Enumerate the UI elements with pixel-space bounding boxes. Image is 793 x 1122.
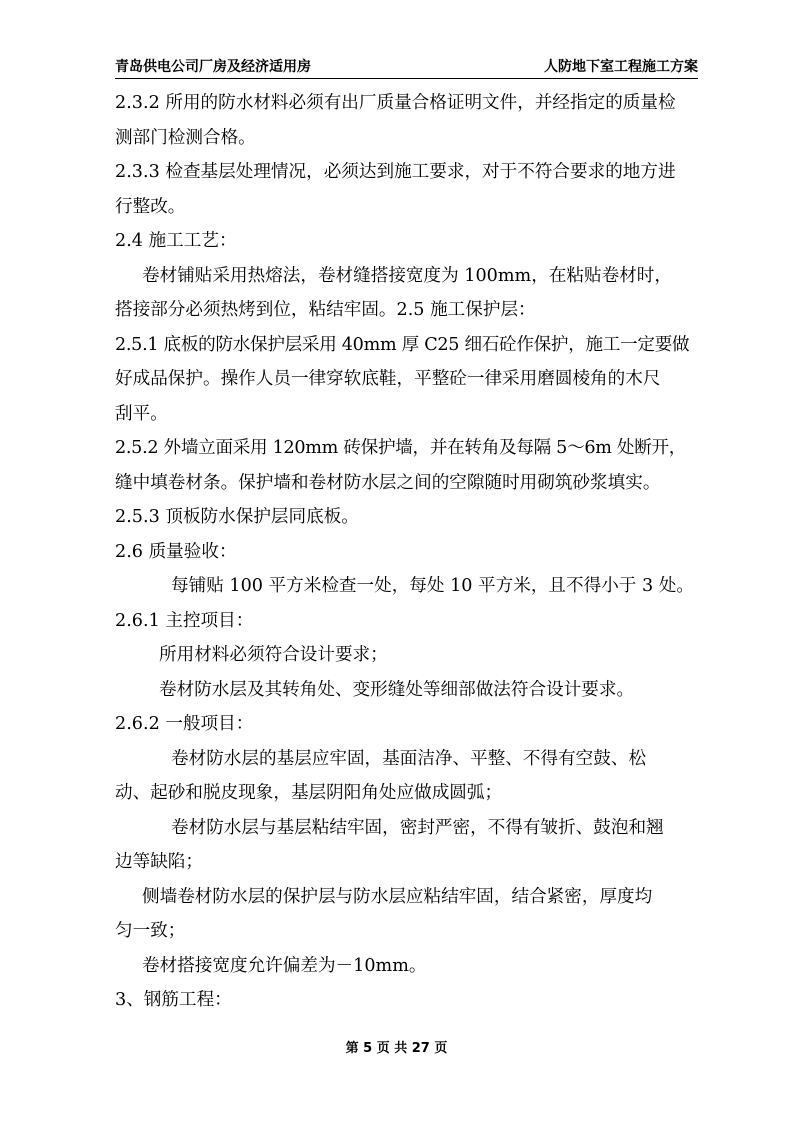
clause-2-3-2-line-2: 测部门检测合格。 (115, 127, 256, 148)
section-3-heading: 3、钢筋工程： (115, 990, 232, 1010)
header-document-title: 人防地下室工程施工方案 (544, 59, 698, 75)
main-item-materials: 所用材料必须符合设计要求； (159, 645, 388, 665)
document-body (115, 86, 698, 1018)
clause-2-5-2-line-1: 2.5.2 外墙立面采用 120mm 砖保护墙，并在转角及每隔 5～6m 处断开， (115, 438, 687, 458)
clause-2-3-2-line-1: 2.3.2 所用的防水材料必须有出厂质量合格证明文件，并经指定的质量检 (115, 93, 676, 113)
clause-2-5-2-line-2: 缝中填卷材条。保护墙和卷材防水层之间的空隙随时用砌筑砂浆填实。 (115, 472, 661, 493)
clause-2-5-1-line-1: 2.5.1 底板的防水保护层采用 40mm 厚 C25 细石砼作保护，施工一定要做 (115, 334, 690, 355)
general-item-sidewall-line-2: 匀一致； (115, 921, 186, 941)
section-2-6-1-heading: 2.6.1 主控项目： (115, 610, 254, 631)
construction-process-line-1: 卷材铺贴采用热熔法，卷材缝搭接宽度为 100mm，在粘贴卷材时， (142, 265, 672, 286)
clause-2-3-3-line-1: 2.3.3 检查基层处理情况，必须达到施工要求，对于不符合要求的地方进 (115, 162, 676, 182)
general-item-overlap-tolerance: 卷材搭接宽度允许偏差为－10mm。 (142, 955, 427, 976)
inspection-frequency: 每铺贴 100 平方米检查一处，每处 10 平方米，且不得小于 3 处。 (171, 576, 694, 596)
clause-2-5-1-line-3: 刮平。 (115, 403, 168, 424)
general-item-bonding-line-2: 边等缺陷； (115, 852, 203, 872)
page-header (115, 56, 698, 79)
section-2-6-2-heading: 2.6.2 一般项目： (115, 714, 254, 734)
clause-2-5-1-line-2: 好成品保护。操作人员一律穿软底鞋，平整砼一律采用磨圆棱角的木尺 (115, 369, 661, 389)
general-item-base-line-1: 卷材防水层的基层应牢固，基面洁净、平整、不得有空鼓、松 (171, 748, 647, 769)
clause-2-5-3: 2.5.3 顶板防水保护层同底板。 (115, 507, 359, 527)
general-item-sidewall-line-1: 侧墙卷材防水层的保护层与防水层应粘结牢固，结合紧密，厚度均 (142, 886, 653, 907)
section-2-4-heading: 2.4 施工工艺： (115, 231, 237, 251)
header-project-title: 青岛供电公司厂房及经济适用房 (115, 59, 311, 75)
section-2-6-heading: 2.6 质量验收： (115, 541, 237, 562)
general-item-base-line-2: 动、起砂和脱皮现象，基层阴阳角处应做成圆弧； (115, 783, 503, 803)
clause-2-3-3-line-2: 行整改。 (115, 196, 186, 217)
general-item-bonding-line-1: 卷材防水层与基层粘结牢固，密封严密，不得有皱折、鼓泡和翘 (171, 817, 664, 838)
page-footer: 第 5 页 共 27 页 (345, 1041, 448, 1056)
main-item-details: 卷材防水层及其转角处、变形缝处等细部做法符合设计要求。 (159, 679, 635, 700)
construction-process-line-2: 搭接部分必须热烤到位，粘结牢固。2.5 施工保护层： (115, 300, 536, 320)
